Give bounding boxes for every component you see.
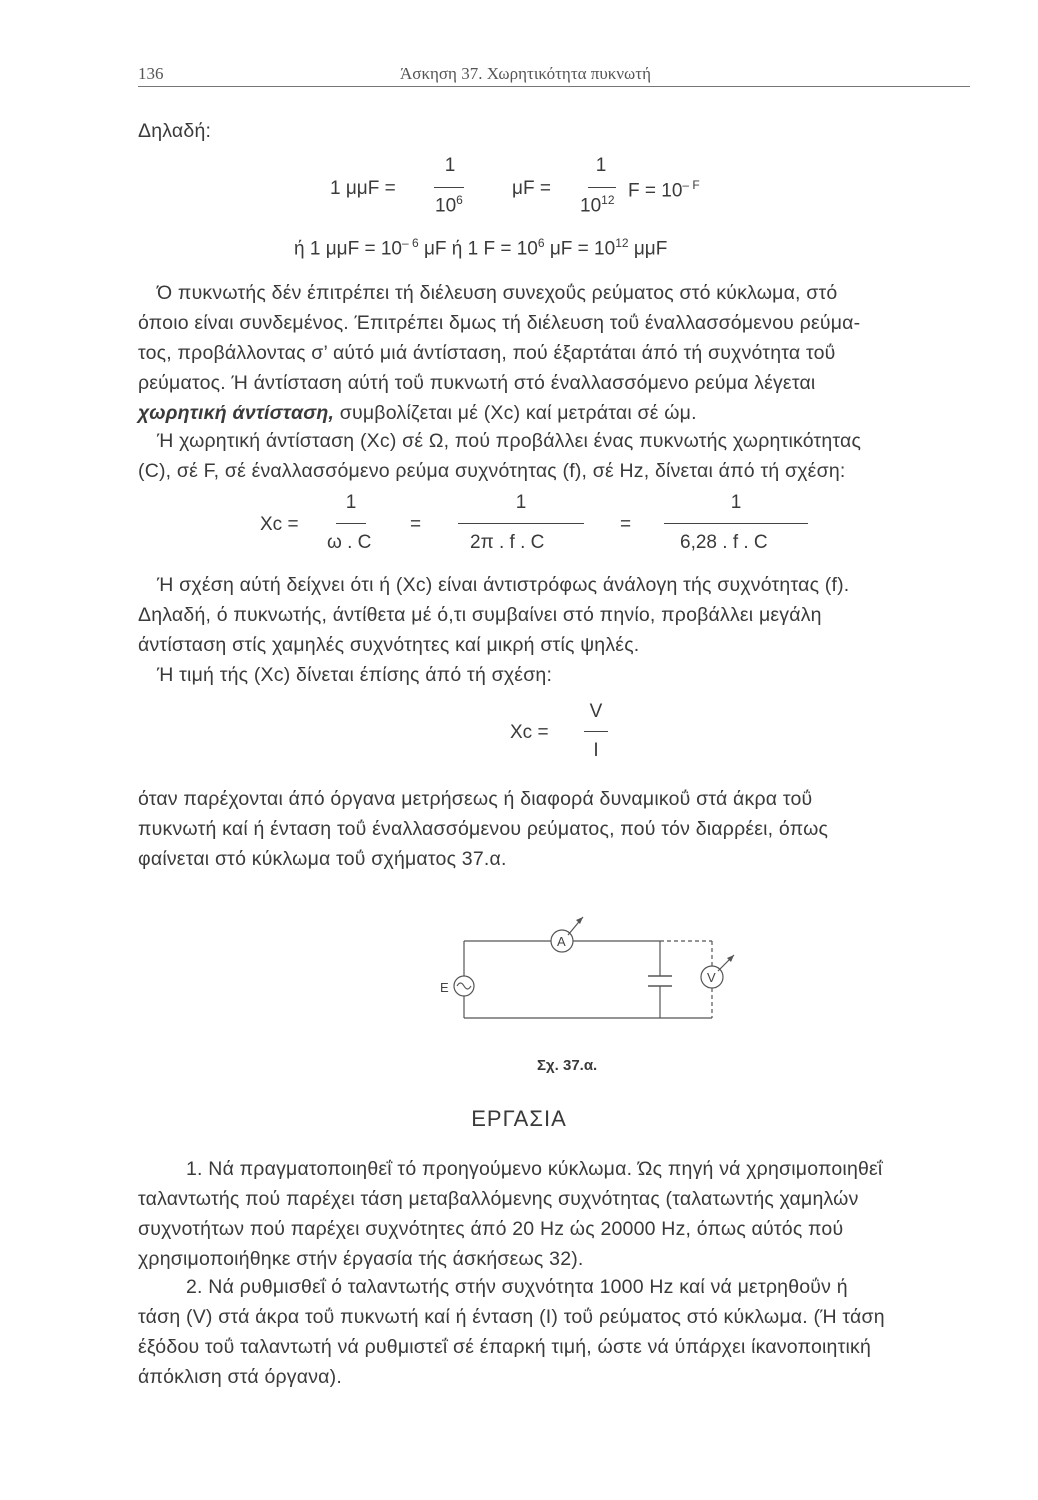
text-line: Δηλαδή:: [138, 120, 212, 142]
section-title: ΕΡΓΑΣΙΑ: [471, 1106, 567, 1131]
figure-caption: Σχ. 37.α.: [537, 1057, 598, 1074]
task-line: 1. Νά πραγματοποιηθεΐ τό προηγούμενο κύκλωμα. Ώς πηγή νά χρησιμοποιηθεΐ: [186, 1158, 883, 1180]
paragraph-line: φαίνεται στό κύκλωμα τοΰ σχήματος 37.α.: [138, 848, 507, 870]
task-line: χρησιμοποιήθηκε στήν έργασία τής άσκήσεως 32).: [138, 1248, 584, 1270]
ammeter-symbol: [551, 930, 573, 952]
paragraph-line: πυκνωτή καί ή ένταση τοΰ έναλλασσόμενου ρεύματος, πού τόν διαρρέει, όπως: [138, 818, 829, 840]
paragraph-line: Δηλαδή, ό πυκνωτής, άντίθετα μέ ό,τι συμβαίνει στό πηνίο, προβάλλει μεγάλη: [138, 604, 822, 626]
page-number: 136: [138, 64, 164, 83]
ammeter-arrow-icon: [576, 917, 583, 924]
book-page: 136 Άσκηση 37. Χωρητικότητα πυκνωτή Δηλαδή: 1 μμF = 1 $10^6$ μF = 1 $10^{12}$ $F = 10^{- F}$ ή 1 $\mu\mu F = 10^{- 6}$ μF ή 1 $F = 10^6$ $\mu F = 10^{12}$ μμF Ό πυκνωτής δέν έπιτρέπει τή διέλευση συνεχοΰς ρεύματος στό κύκλωμα, στό όποιο είναι συνδεμένος. Έπιτρέπει δμως τή διέλευση τοΰ έναλλασσόμενου ρεύμα- τος, προβάλλοντας σ’ αύτό μιά άντίσταση, πού έξαρτάται άπό τή συχνότητα τοΰ ρεύματος. Ή άντίσταση αύτή τοΰ πυκνωτή στό έναλλασσόμενο ρεύμα λέγεται χωρητική άντίσταση, συμβολίζεται μέ (Xc) καί μετράται σέ ώμ. Ή χωρητική άντίσταση (Xc) σέ Ω, πού προβάλλει ένας πυκνωτής χωρητικότητας (C), σέ F, σέ έναλλασσόμενο ρεύμα συχνότητας (f), σέ Hz, δίνεται άπό τή σχέση: Xc = 1 ω . C = 1 2π . f . C = 1 6,28 . f . C Ή σχέση αύτή δείχνει ότι ή (Xc) είναι άντιστρόφως άνάλογη τής συχνότητας (f). Δηλαδή, ό πυκνωτής, άντίθετα μέ ό,τι συμβαίνει στό πηνίο, προβάλλει μεγάλη άντίσταση στίς χαμηλές συχνότητες καί μικρή στίς ψηλές. Ή τιμή τής (Xc) δίνεται έπίσης άπό τή σχέση: Xc = V I όταν παρέχονται άπό όργανα μετρήσεως ή διαφορά δυναμικοΰ στά άκρα τοΰ πυκνωτή καί ή ένταση τοΰ έναλλασσόμενου ρεύματος, πού τόν διαρρέει, όπως φαίνεται στό κύκλωμα τοΰ σχήματος 37.α. A V E Σχ. 37.α. ΕΡΓΑΣΙΑ 1. Νά πραγματοποιηθεΐ τό προηγούμενο κύκλωμα. Ώς πηγή νά χρησιμοποιηθεΐ ταλαντωτής πού παρέχει τάση μεταβαλλόμενης συχνότητας (ταλατωντής χαμηλών συχνοτήτων πού παρέχει συχνότητες άπό 20 Hz ώς 20000 Hz, όπως αύτός πού χρησιμοποιήθηκε στήν έργασία τής άσκήσεως 32). 2. Νά ρυθμισθεΐ ό ταλαντωτής στήν συχνότητα 1000 Hz καί νά μετρηθοΰν ή τάση (V) στά άκρα τοΰ πυκνωτή καί ή ένταση (I) τοΰ ρεύματος στό κύκλωμα. (Ή τάση έξόδου τοΰ ταλαντωτή νά ρυθμιστεΐ σέ έπαρκή τιμή, ώστε νά ύπάρχει ίκανοποιητική άπόκλιση στά όργανα).: [0, 0, 1038, 1500]
paragraph-line: Ή χωρητική άντίσταση (Xc) σέ Ω, πού προβάλλει ένας πυκνωτής χωρητικότητας: [157, 430, 862, 452]
paragraph-line: όποιο είναι συνδεμένος. Έπιτρέπει δμως τή διέλευση τοΰ έναλλασσόμενου ρεύμα-: [138, 312, 861, 334]
ammeter-label: A: [557, 934, 566, 949]
voltmeter-symbol: [701, 966, 723, 988]
equation-conversion: ή 1 $\mu\mu F = 10^{- 6}$ μF ή 1 $F = 10^6$ $\mu F = 10^{12}$ μμF: [294, 236, 668, 260]
paragraph-line: Ή τιμή τής (Xc) δίνεται έπίσης άπό τή σχέση:: [157, 664, 553, 686]
task-line: συχνοτήτων πού παρέχει συχνότητες άπό 20 Hz ώς 20000 Hz, όπως αύτός πού: [138, 1218, 844, 1240]
task-line: άπόκλιση στά όργανα).: [138, 1366, 342, 1388]
sine-glyph: [457, 983, 471, 989]
voltmeter-arrow-icon: [727, 955, 734, 962]
paragraph-line: Ό πυκνωτής δέν έπιτρέπει τή διέλευση συνεχοΰς ρεύματος στό κύκλωμα, στό: [157, 282, 838, 304]
paragraph-line: ρεύματος. Ή άντίσταση αύτή τοΰ πυκνωτή στό έναλλασσόμενο ρεύμα λέγεται: [138, 372, 816, 394]
task-line: ταλαντωτής πού παρέχει τάση μεταβαλλόμενης συχνότητας (ταλατωντής χαμηλών: [138, 1188, 859, 1210]
paragraph-line: Ή σχέση αύτή δείχνει ότι ή (Xc) είναι άντιστρόφως άνάλογη τής συχνότητας (f).: [157, 574, 850, 596]
paragraph-line: τος, προβάλλοντας σ’ αύτό μιά άντίσταση, πού έξαρτάται άπό τή συχνότητα τοΰ: [138, 342, 836, 364]
paragraph-line: όταν παρέχονται άπό όργανα μετρήσεως ή διαφορά δυναμικοΰ στά άκρα τοΰ: [138, 788, 813, 810]
task-line: 2. Νά ρυθμισθεΐ ό ταλαντωτής στήν συχνότητα 1000 Hz καί νά μετρηθοΰν ή: [186, 1276, 848, 1298]
task-line: έξόδου τοΰ ταλαντωτή νά ρυθμιστεΐ σέ έπαρκή τιμή, ώστε νά ύπάρχει ίκανοποιητική: [138, 1336, 872, 1358]
paragraph-line: χωρητική άντίσταση, συμβολίζεται μέ (Xc) καί μετράται σέ ώμ.: [138, 402, 697, 424]
paragraph-line: άντίσταση στίς χαμηλές συχνότητες καί μικρή στίς ψηλές.: [138, 634, 640, 656]
running-title: Άσκηση 37. Χωρητικότητα πυκνωτή: [400, 64, 651, 83]
voltmeter-label: V: [707, 970, 716, 985]
paragraph-line: (C), σέ F, σέ έναλλασσόμενο ρεύμα συχνότητας (f), σέ Hz, δίνεται άπό τή σχέση:: [138, 460, 846, 482]
source-symbol: [454, 976, 474, 996]
task-line: τάση (V) στά άκρα τοΰ πυκνωτή καί ή ένταση (I) τοΰ ρεύματος στό κύκλωμα. (Ή τάση: [138, 1306, 885, 1328]
running-header: [138, 62, 970, 87]
term-capacitive-reactance: χωρητική άντίσταση,: [138, 402, 335, 424]
source-label: E: [440, 980, 449, 995]
